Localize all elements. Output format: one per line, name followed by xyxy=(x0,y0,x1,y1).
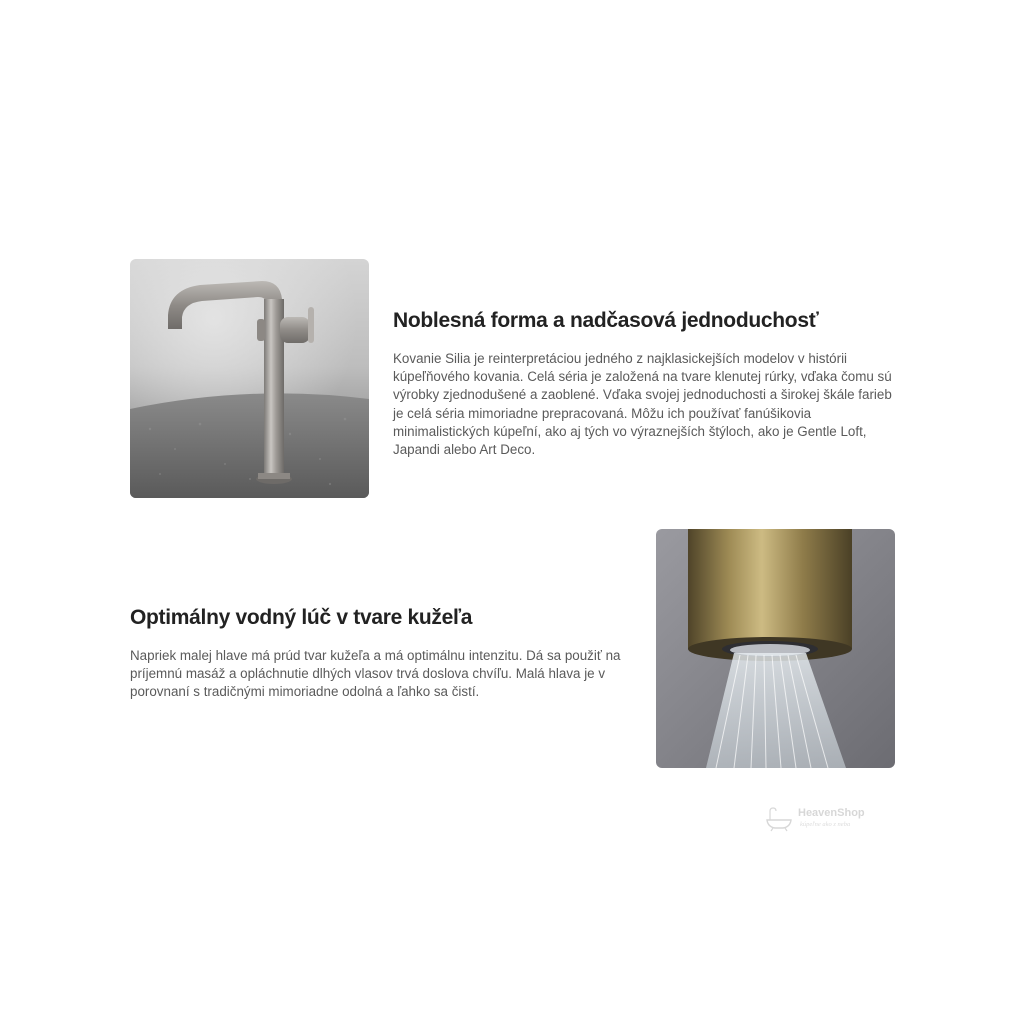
faucet-photo xyxy=(130,259,369,498)
section-noble-form xyxy=(393,307,903,459)
section-water-jet xyxy=(130,604,635,702)
heavenshop-watermark xyxy=(764,804,884,836)
shower-head-photo xyxy=(656,529,895,768)
section-heading: Optimálny vodný lúč v tvare kužeľa xyxy=(130,606,473,629)
watermark-brand: HeavenShop xyxy=(798,807,865,819)
section-body: Kovanie Silia je reinterpretáciou jedného z najklasickejších modelov v histórii kúpeľňového kovania. Celá séria je založená na tvare klenutej rúrky, vďaka čomu sú výrobky zjednodušené a zaoblené. Vďaka svojej jednoduchosti a širokej škále farieb je celá séria mimoriadne prepracovaná. Môžu ich používať fanúšikovia minimalistických kúpeľní, ako aj tých vo výraznejších štýloch, ako je Gentle Loft, Japandi alebo Art Deco. xyxy=(393,351,892,458)
watermark-tagline: kúpeľne ako z neba xyxy=(800,821,851,828)
section-body: Napriek malej hlave má prúd tvar kužeľa a má optimálnu intenzitu. Dá sa použiť na príjemnú masáž a opláchnutie dlhých vlasov trvá doslova chvíľu. Malá hlava je v porovnaní s tradičnými mimoriadne odolná a ľahko sa čistí. xyxy=(130,648,621,700)
section-heading: Noblesná forma a nadčasová jednoduchosť xyxy=(393,309,819,332)
bathtub-icon xyxy=(764,806,794,832)
